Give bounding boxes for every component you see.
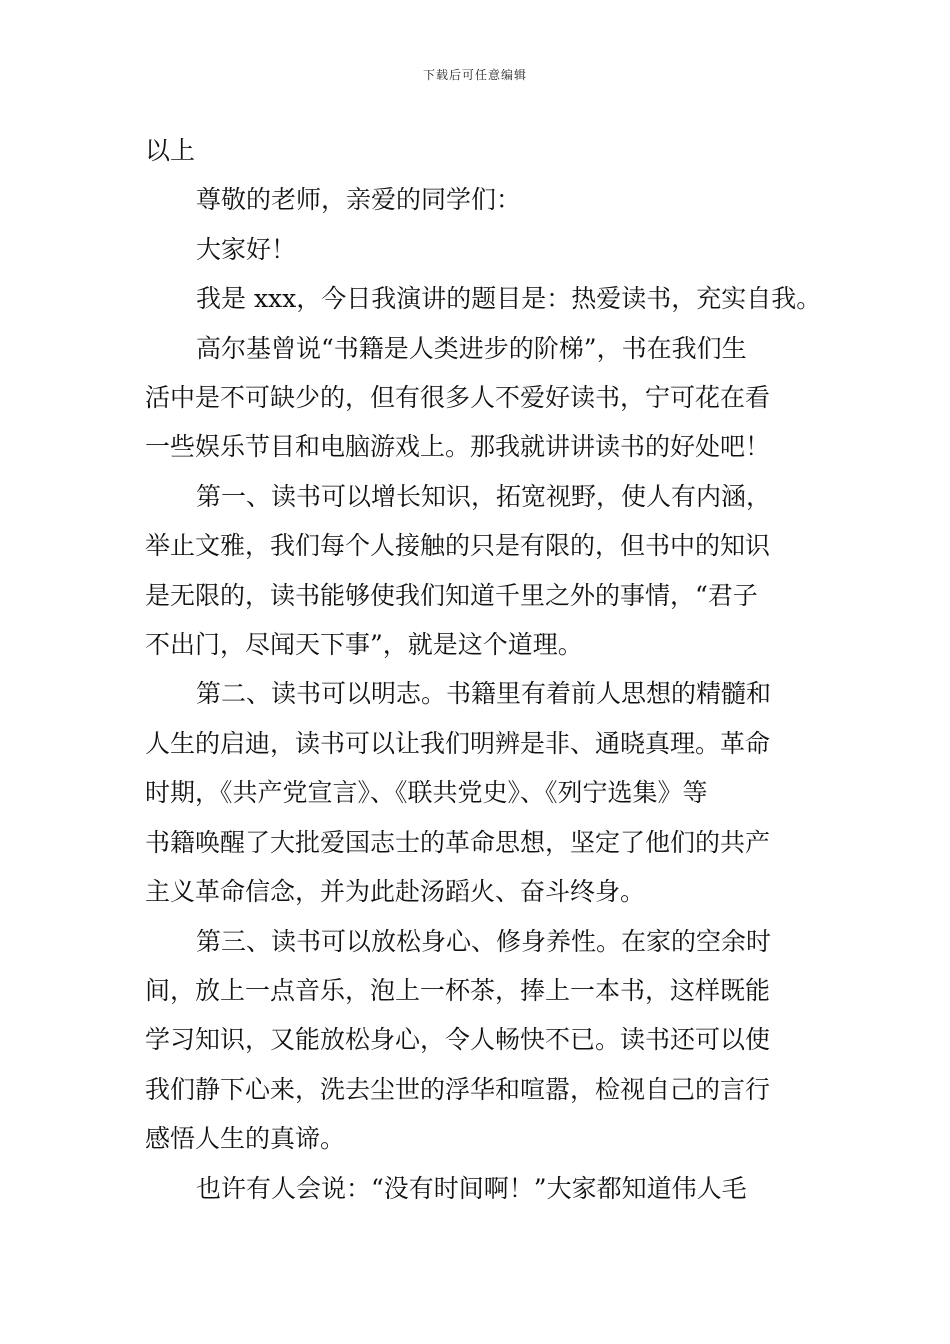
text-line: 大家好！ <box>196 234 297 264</box>
text-line: 活中是不可缺少的，但有很多人不爱好读书，宁可花在看 <box>145 383 771 413</box>
text-line: 书籍唤醒了大批爱国志士的革命思想，坚定了他们的共产 <box>145 827 771 857</box>
text-line: 是无限的，读书能够使我们知道千里之外的事情，“君子 <box>145 580 758 610</box>
text-line: 学习知识，又能放松身心，令人畅快不已。读书还可以使 <box>145 1025 771 1055</box>
text-line: 人生的启迪，读书可以让我们明辨是非、通晓真理。革命 <box>145 728 771 758</box>
text-line: 不出门，尽闻天下事”，就是这个道理。 <box>145 630 583 660</box>
text-line: 一些娱乐节目和电脑游戏上。那我就讲讲读书的好处吧！ <box>145 432 771 462</box>
document-body <box>145 126 822 1213</box>
text-line: 时期，《共产党宣言》、《联共党史》、《列宁选集》等 <box>145 778 708 808</box>
text-line: 第一、读书可以增长知识，拓宽视野，使人有内涵， <box>196 481 772 511</box>
text-line: 感悟人生的真谛。 <box>145 1124 346 1154</box>
text-line: 间，放上一点音乐，泡上一杯茶，捧上一本书，这样既能 <box>145 975 771 1005</box>
text-line: 尊敬的老师，亲爱的同学们： <box>196 185 522 215</box>
page-header: 下载后可任意编辑 <box>422 68 527 82</box>
text-line: 举止文雅，我们每个人接触的只是有限的，但书中的知识 <box>145 531 771 561</box>
text-line: 我是 xxx，今日我演讲的题目是：热爱读书，充实自我。 <box>196 284 822 314</box>
text-line: 高尔基曾说“书籍是人类进步的阶梯”，书在我们生 <box>196 333 747 363</box>
text-line: 我们静下心来，洗去尘世的浮华和喧嚣，检视自己的言行 <box>145 1074 771 1104</box>
text-line: 以上 <box>145 136 196 165</box>
text-line: 主义革命信念，并为此赴汤蹈火、奋斗终身。 <box>145 877 646 907</box>
text-line: 第三、读书可以放松身心、修身养性。在家的空余时 <box>196 926 772 956</box>
text-line: 第二、读书可以明志。书籍里有着前人思想的精髓和 <box>196 679 772 709</box>
text-line: 也许有人会说：“没有时间啊！”大家都知道伟人毛 <box>196 1173 747 1203</box>
